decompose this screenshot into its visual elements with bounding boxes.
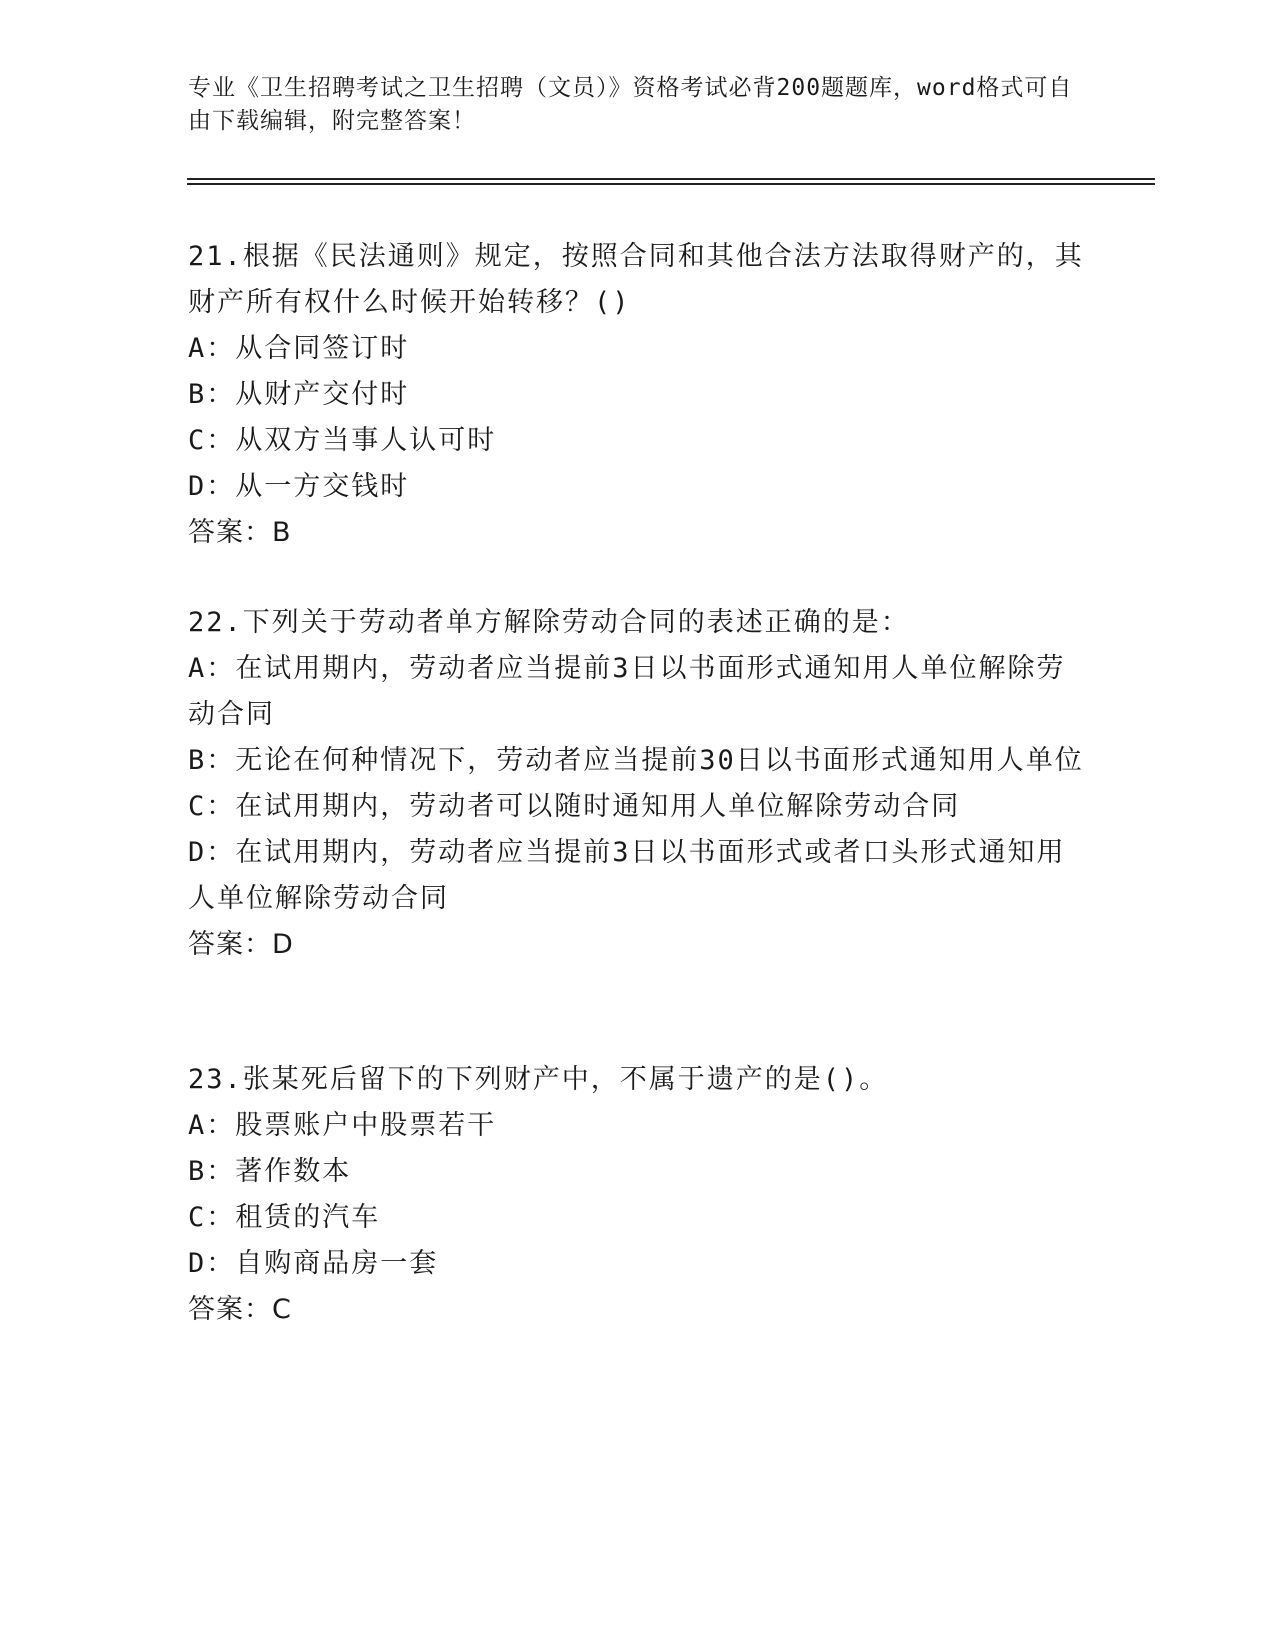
question-21 bbox=[188, 234, 1088, 556]
option-d: D：在试用期内，劳动者应当提前3日以书面形式或者口头形式通知用人单位解除劳动合同 bbox=[188, 837, 1066, 914]
option-b: B：无论在何种情况下，劳动者应当提前30日以书面形式通知用人单位 bbox=[188, 745, 1084, 776]
answer-label: 答案：D bbox=[188, 929, 294, 960]
option-d: D：从一方交钱时 bbox=[188, 471, 410, 502]
question-text: 21.根据《民法通则》规定，按照合同和其他合法方法取得财产的，其财产所有权什么时候开始转移？() bbox=[188, 241, 1084, 318]
option-b: B：著作数本 bbox=[188, 1156, 352, 1187]
option-a: A：从合同签订时 bbox=[188, 333, 410, 364]
option-d: D：自购商品房一套 bbox=[188, 1248, 439, 1279]
question-text: 23.张某死后留下的下列财产中，不属于遗产的是()。 bbox=[188, 1064, 889, 1095]
header-divider-bottom bbox=[187, 183, 1155, 185]
answer-label: 答案：C bbox=[188, 1294, 292, 1325]
question-23 bbox=[188, 1057, 1088, 1333]
question-22 bbox=[188, 600, 1088, 968]
header-divider-top bbox=[187, 178, 1155, 180]
option-a: A：股票账户中股票若干 bbox=[188, 1110, 497, 1141]
question-text: 22.下列关于劳动者单方解除劳动合同的表述正确的是： bbox=[188, 607, 910, 638]
option-b: B：从财产交付时 bbox=[188, 379, 410, 410]
answer-label: 答案：B bbox=[188, 517, 292, 548]
document-header: 专业《卫生招聘考试之卫生招聘（文员）》资格考试必背200题题库，word格式可自由下载编辑，附完整答案！ bbox=[188, 75, 1073, 134]
option-c: C：从双方当事人认可时 bbox=[188, 425, 497, 456]
option-a: A：在试用期内，劳动者应当提前3日以书面形式通知用人单位解除劳动合同 bbox=[188, 653, 1066, 730]
option-c: C：在试用期内，劳动者可以随时通知用人单位解除劳动合同 bbox=[188, 791, 961, 822]
option-c: C：租赁的汽车 bbox=[188, 1202, 381, 1233]
